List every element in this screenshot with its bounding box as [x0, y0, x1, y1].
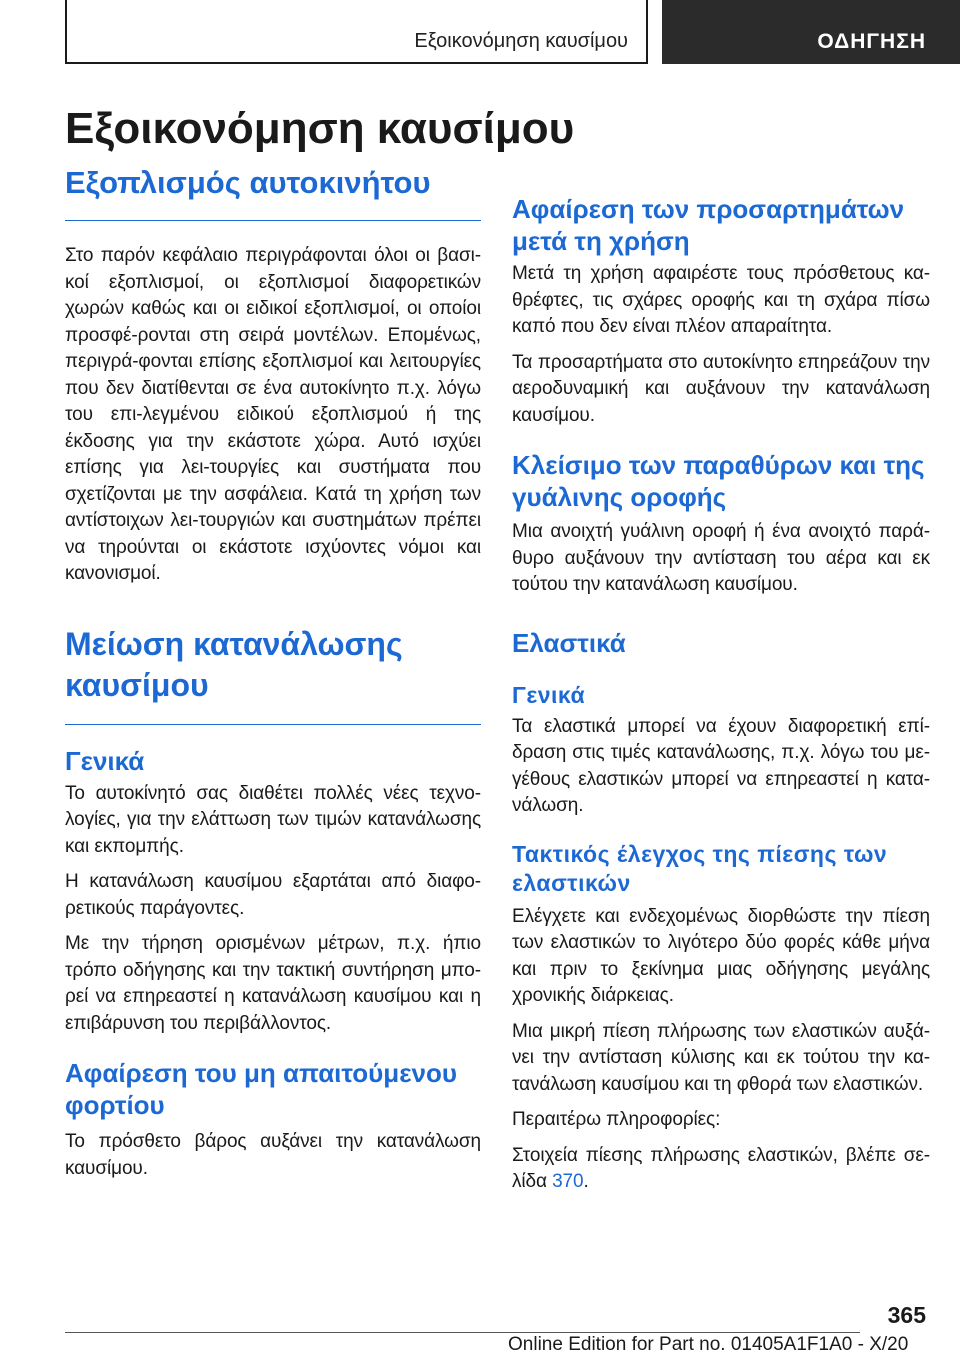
general-paragraph-3: Με την τήρηση ορισμένων μέτρων, π.χ. ήπιο τρόπο οδήγησης και την τακτική συντήρηση μπο-ρεί να επηρεαστεί η κατανάλωση καυσίμου και η επιβάρυνση του περιβάλλοντος.: [65, 933, 481, 1034]
general-paragraph-2: Η κατανάλωση καυσίμου εξαρτάται από διαφο-ρετικούς παράγοντες.: [65, 871, 481, 919]
remove-cargo-heading: Αφαίρεση του μη απαιτούμενου φορτίου: [65, 1058, 458, 1120]
tire-pressure-paragraph-1: Ελέγχετε και ενδεχομένως διορθώστε την πίεση των ελαστικών το λιγότερο δύο φορές κάθε μήνα και πριν το ξεκίνημα μιας οδήγησης μεγάλης χρονικής διάρκειας.: [512, 905, 930, 1006]
header-chapter-tab[interactable]: ΟΔΗΓΗΣΗ: [662, 0, 960, 64]
tire-pressure-heading: Τακτικός έλεγχος της πίεσης των ελαστικών: [512, 840, 888, 896]
tire-pressure-reference: [512, 1143, 930, 1196]
equipment-heading: Εξοπλισμός αυτοκινήτου: [65, 164, 481, 221]
reference-text: Στοιχεία πίεσης πλήρωσης ελαστικών, βλέπε σε-λίδα: [512, 1144, 930, 1192]
right-column: [512, 193, 930, 1196]
remove-attachments-heading: Αφαίρεση των προσαρτημάτων μετά τη χρήση: [512, 194, 905, 256]
general-heading: Γενικά: [65, 745, 145, 776]
footer-divider: [65, 1332, 860, 1333]
header-section-title: Εξοικονόμηση καυσίμου: [414, 30, 628, 52]
footer-edition-text: Online Edition for Part no. 01405A1F1A0 - X/20: [508, 1334, 909, 1355]
more-info-label: Περαιτέρω πληροφορίες:: [512, 1109, 721, 1130]
header-box: [65, 0, 648, 64]
equipment-paragraph: Στο παρόν κεφάλαιο περιγράφονται όλοι οι βασι-κοί εξοπλισμοί, οι εξοπλισμοί διαφορετικών χωρών καθώς και οι ειδικοί εξοπλισμοί, οι οποίοι προσφέ-ρονται στη σειρά μοντέλων. Επομένως, περιγρά-φονται επίσης εξοπλισμοί και λειτουργίες που δεν διατίθενται σε ένα αυτοκίνητο π.χ. λόγω του επι-λεγμένου ειδικού εξοπλισμού ή της έκδοσης για την εκάστοτε χώρα. Αυτό ισχύει επίσης για λει-τουργίες και συστήματα που σχετίζονται με την ασφάλεια. Κατά τη χρήση των αντίστοιχων λει-τουργιών και συστημάτων πρέπει να τηρούνται οι εκάστοτε ισχύοντες νόμοι και κανονισμοί.: [65, 245, 481, 584]
remove-attachments-paragraph-2: Τα προσαρτήματα στο αυτοκίνητο επηρεάζουν την αεροδυναμική και αυξάνουν την κατανάλωση καυσίμου.: [512, 351, 930, 426]
page-number: 365: [887, 1302, 926, 1328]
general-paragraph-1: Το αυτοκίνητό σας διαθέτει πολλές νέες τεχνο-λογίες, για την ελάττωση των τιμών κατανάλωσης και εκπομπής.: [65, 782, 481, 857]
page-title: Εξοικονόμηση καυσίμου: [65, 104, 575, 153]
tires-general-heading: Γενικά: [512, 681, 586, 708]
tire-pressure-paragraph-2: Μια μικρή πίεση πλήρωσης των ελαστικών αυξά-νει την αντίσταση κύλισης και εκ τούτου την κα-τανάλωση καυσίμου και τη φθορά των ελαστικών.: [512, 1020, 930, 1095]
remove-attachments-paragraph-1: Μετά τη χρήση αφαιρέστε τους πρόσθετους κα-θρέφτες, τις σχάρες οροφής και τη σχάρα πίσω καπό που δεν είναι πλέον απαραίτητα.: [512, 263, 930, 337]
tires-heading: Ελαστικά: [512, 627, 626, 658]
close-windows-paragraph: Μια ανοιχτή γυάλινη οροφή ή ένα ανοιχτό παρά-θυρο αυξάνουν την αντίσταση του αέρα και εκ τούτου την κατανάλωση καυσίμου.: [512, 521, 930, 595]
reduce-consumption-heading: Μείωση κατανάλωσης καυσίμου: [65, 624, 481, 725]
left-column: [65, 164, 481, 1182]
reference-end: .: [583, 1171, 589, 1192]
tires-general-paragraph: Τα ελαστικά μπορεί να έχουν διαφορετική επί-δραση στις τιμές κατανάλωσης, π.χ. λόγω του με-γέθους ελαστικών μπορεί να επηρεαστεί η κατα-νάλωση.: [512, 715, 930, 816]
remove-cargo-paragraph: Το πρόσθετο βάρος αυξάνει την κατανάλωση καυσίμου.: [65, 1131, 481, 1179]
close-windows-heading: Κλείσιμο των παραθύρων και της γυάλινης οροφής: [512, 450, 925, 512]
page-reference-link[interactable]: 370: [552, 1171, 584, 1192]
